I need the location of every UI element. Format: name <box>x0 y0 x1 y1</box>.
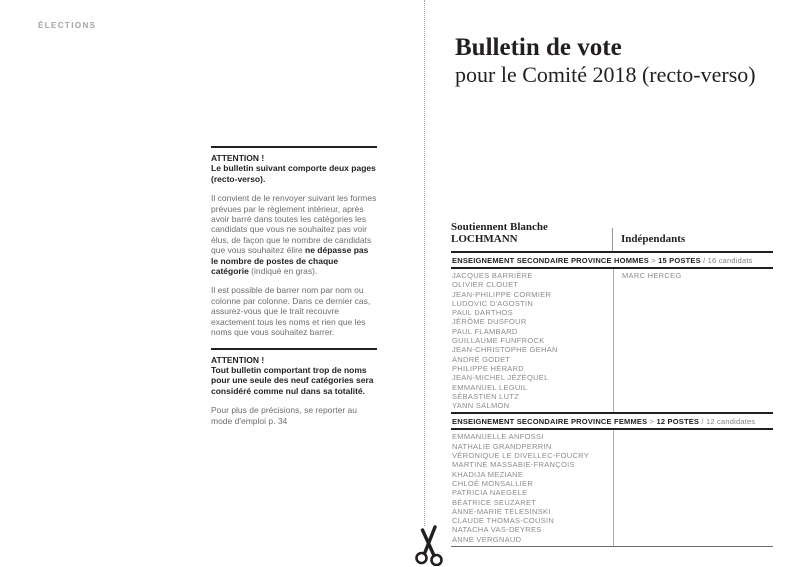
candidate-name: PHILIPPE HÉRARD <box>452 363 525 373</box>
page-section-label: ÉLECTIONS <box>38 21 97 30</box>
section-header-femmes <box>451 412 773 430</box>
candidate-name: GUILLAUME FUNFROCK <box>452 336 545 346</box>
candidate-rows-hommes <box>451 269 773 412</box>
ballot-title: Bulletin de vote <box>455 34 622 61</box>
candidate-name: CLAUDE THOMAS-COUSIN <box>452 516 555 526</box>
instruction-paragraph: Il est possible de barrer nom par nom ou colonne par colonne. Dans ce dernier cas, assurez-vous que le trait recouvre exactement tous les noms et rien que les noms que vous souhaitez barrer. <box>211 285 371 338</box>
divider-rule <box>211 348 377 350</box>
paragraph-bold-text: ne dépasse pas le nombre de postes de chaque catégorie <box>211 245 369 277</box>
candidate-name: PAUL FLAMBARD <box>452 326 518 336</box>
candidate-name: ANDRÉ GODET <box>452 354 511 364</box>
candidates-column-lochmann <box>451 269 614 412</box>
section-candidates-count: / 16 candidats <box>700 256 753 265</box>
candidates-column-independants <box>614 269 773 412</box>
section-separator: > <box>649 256 659 265</box>
section-separator: > <box>647 417 657 427</box>
candidate-name: VÉRONIQUE LE DIVELLEC-FOUCRY <box>452 451 590 461</box>
ballot-table <box>451 216 773 547</box>
candidate-name: EMMANUEL LEGUIL <box>452 382 528 392</box>
instruction-paragraph <box>211 193 377 276</box>
candidate-name: CHLOÉ MONSALLIER <box>452 478 534 488</box>
candidate-rows-femmes <box>451 430 773 547</box>
candidate-name: JEAN-MICHEL JÉZÉQUEL <box>452 373 549 383</box>
candidate-name: MARTINE MASSABIE-FRANÇOIS <box>452 460 575 470</box>
candidate-name: ANNE VERGNAUD <box>452 534 522 544</box>
candidate-name: SÉBASTIEN LUTZ <box>452 391 520 401</box>
instructions-column <box>211 146 377 426</box>
table-column-headers <box>451 216 773 251</box>
candidate-name: KHADIJA MEZIANE <box>452 469 524 479</box>
attention-heading: ATTENTION ! <box>211 354 265 365</box>
candidate-name: YANN SALMON <box>452 401 510 411</box>
attention-bold-text: Tout bulletin comportant trop de noms pour une seule des neuf catégories sera considéré comme nul dans sa totalité. <box>211 364 374 396</box>
candidate-name: BÉATRICE SEUZARET <box>452 497 537 507</box>
section-category: ENSEIGNEMENT SECONDAIRE PROVINCE FEMMES <box>452 417 648 427</box>
candidate-name: MARC HERCEG <box>622 271 682 280</box>
candidate-name: ANNE-MARIE TELESINSKI <box>452 506 551 516</box>
scissors-icon <box>409 524 451 566</box>
paragraph-text: Il convient de le renvoyer suivant les formes prévues par le règlement intérieur, après avoir barré dans toutes les catégories les candidats que vous ne souhaitez pas voir élus, de façon que le nombre de candidats que vous souhaitez élire <box>211 193 377 256</box>
section-category: ENSEIGNEMENT SECONDAIRE PROVINCE HOMMES <box>452 256 649 265</box>
ballot-header <box>455 34 756 87</box>
column-header-lochmann: Soutiennent Blanche LOCHMANN <box>451 221 548 245</box>
candidate-name: PAUL DARTHOS <box>452 308 513 318</box>
section-header-hommes <box>451 251 773 269</box>
divider-rule <box>211 146 377 148</box>
candidate-name: EMMANUELLE ANFOSSI <box>452 432 544 442</box>
section-posts-count: 12 POSTES <box>656 417 700 427</box>
candidate-name: NATACHA VAS-DEYRES <box>452 525 542 535</box>
candidate-name: PATRICIA NAEGELE <box>452 488 528 498</box>
footnote-text: Pour plus de précisions, se reporter au mode d'emploi p. 34 <box>211 405 357 426</box>
candidate-name: LUDOVIC D'AGOSTIN <box>452 298 534 308</box>
candidates-column-lochmann <box>451 430 614 546</box>
attention-heading: ATTENTION ! <box>211 153 265 163</box>
candidate-name: JÉRÔME DUSFOUR <box>452 317 527 327</box>
section-posts-count: 15 POSTES <box>658 256 701 265</box>
candidate-name: JACQUES BARRIÈRE <box>452 271 533 280</box>
candidate-name: JEAN-CHRISTOPHE GEHAN <box>452 345 558 355</box>
paragraph-text: (indiqué en gras). <box>248 266 318 277</box>
section-candidates-count: / 12 candidates <box>699 417 756 427</box>
candidate-name: OLIVIER CLOUET <box>452 280 519 290</box>
candidate-name: JEAN-PHILIPPE CORMIER <box>452 289 552 299</box>
ballot-subtitle: pour le Comité 2018 (recto-verso) <box>455 62 756 87</box>
attention-bold-text: Le bulletin suivant comporte deux pages (recto-verso). <box>211 163 376 184</box>
candidate-name: NATHALIE GRANDPERRIN <box>452 441 552 451</box>
cut-line-dotted <box>424 0 425 526</box>
column-header-independants: Indépendants <box>612 228 773 251</box>
candidates-column-independants <box>614 430 773 546</box>
